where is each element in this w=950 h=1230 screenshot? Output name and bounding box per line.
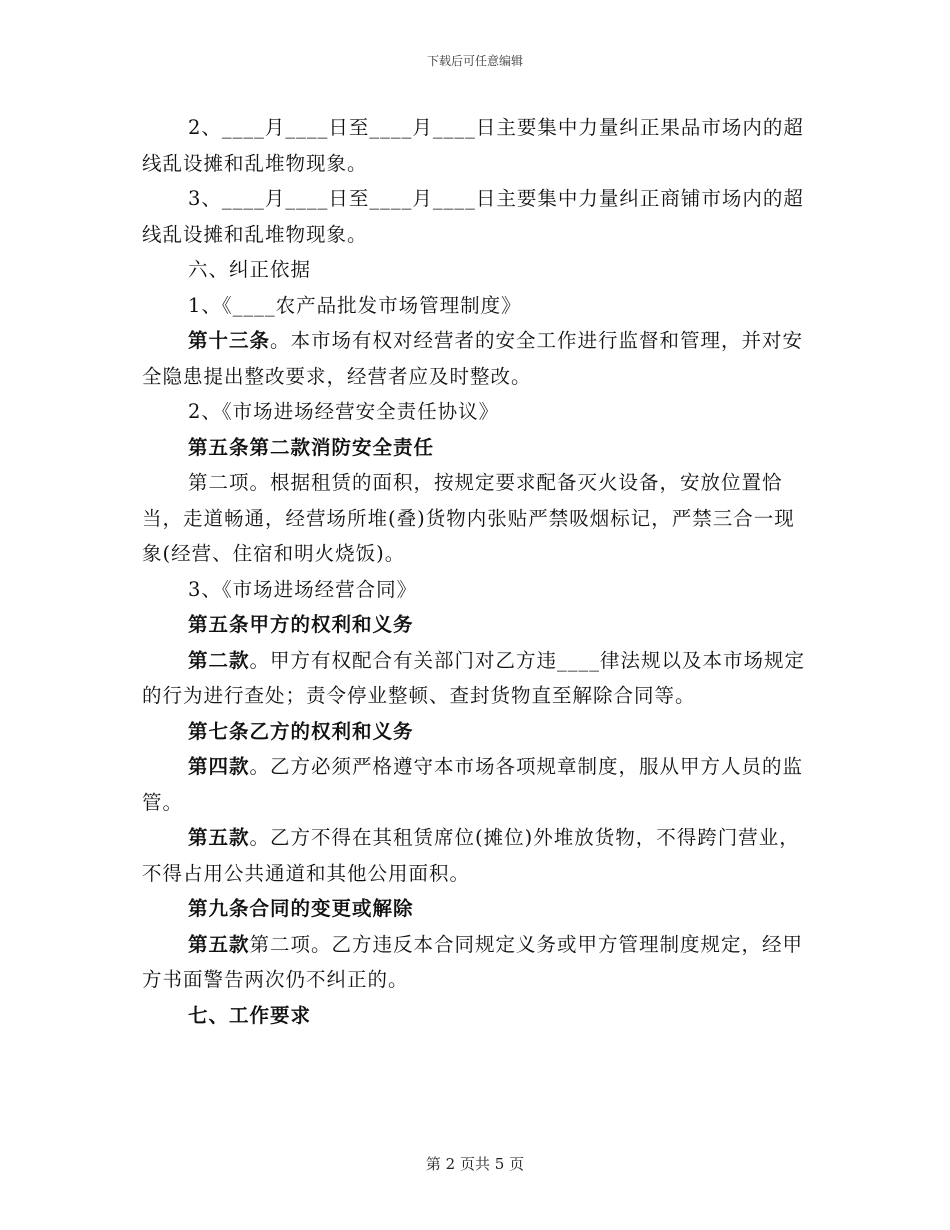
paragraph: 3、____月____日至____月____日主要集中力量纠正商铺市场内的超线乱设摊和乱堆物现象。 xyxy=(142,187,804,246)
article-label: 第二款 xyxy=(188,648,250,672)
article-label: 第五款 xyxy=(188,932,250,956)
paragraph: 3、《市场进场经营合同》 xyxy=(188,577,418,601)
article-heading: 第七条乙方的权利和义务 xyxy=(188,719,414,743)
paragraph: 第十三条。本市场有权对经营者的安全工作进行监督和管理，并对安全隐患提出整改要求，经营者应及时整改。 xyxy=(142,329,804,388)
paragraph: 第五款第二项。乙方违反本合同规定义务或甲方管理制度规定，经甲方书面警告两次仍不纠正的。 xyxy=(142,932,804,991)
article-label: 第四款 xyxy=(188,755,250,778)
paragraph: 2、____月____日至____月____日主要集中力量纠正果品市场内的超线乱设摊和乱堆物现象。 xyxy=(142,116,804,175)
article-label: 第五款 xyxy=(188,826,250,849)
paragraph: 第二款。甲方有权配合有关部门对乙方违____律法规以及本市场规定的行为进行查处；责令停业整顿、查封货物直至解除合同等。 xyxy=(142,648,806,707)
page-footer: 第 2 页共 5 页 xyxy=(425,1155,525,1173)
article-heading: 第五条甲方的权利和义务 xyxy=(188,613,414,636)
paragraph: 第二项。根据租赁的面积，按规定要求配备灭火设备，安放位置恰当，走道畅通，经营场所堆(叠)货物内张贴严禁吸烟标记，严禁三合一现象(经营、住宿和明火烧饭)。 xyxy=(142,471,795,565)
article-heading: 第五条第二款消防安全责任 xyxy=(188,435,435,459)
section-heading: 六、纠正依据 xyxy=(188,258,312,281)
article-heading: 第九条合同的变更或解除 xyxy=(188,897,414,920)
paragraph: 第四款。乙方必须严格遵守本市场各项规章制度，服从甲方人员的监管。 xyxy=(142,755,804,814)
article-label: 第十三条 xyxy=(188,329,271,352)
document-body xyxy=(142,110,810,1033)
paragraph: 1、《____农产品批发市场管理制度》 xyxy=(188,293,522,317)
paragraph: 2、《市场进场经营安全责任协议》 xyxy=(188,400,500,423)
section-heading: 七、工作要求 xyxy=(188,1003,312,1027)
paragraph: 第五款。乙方不得在其租赁席位(摊位)外堆放货物，不得跨门营业，不得占用公共通道和其他公用面积。 xyxy=(142,826,800,885)
page-header: 下载后可任意编辑 xyxy=(426,54,523,68)
